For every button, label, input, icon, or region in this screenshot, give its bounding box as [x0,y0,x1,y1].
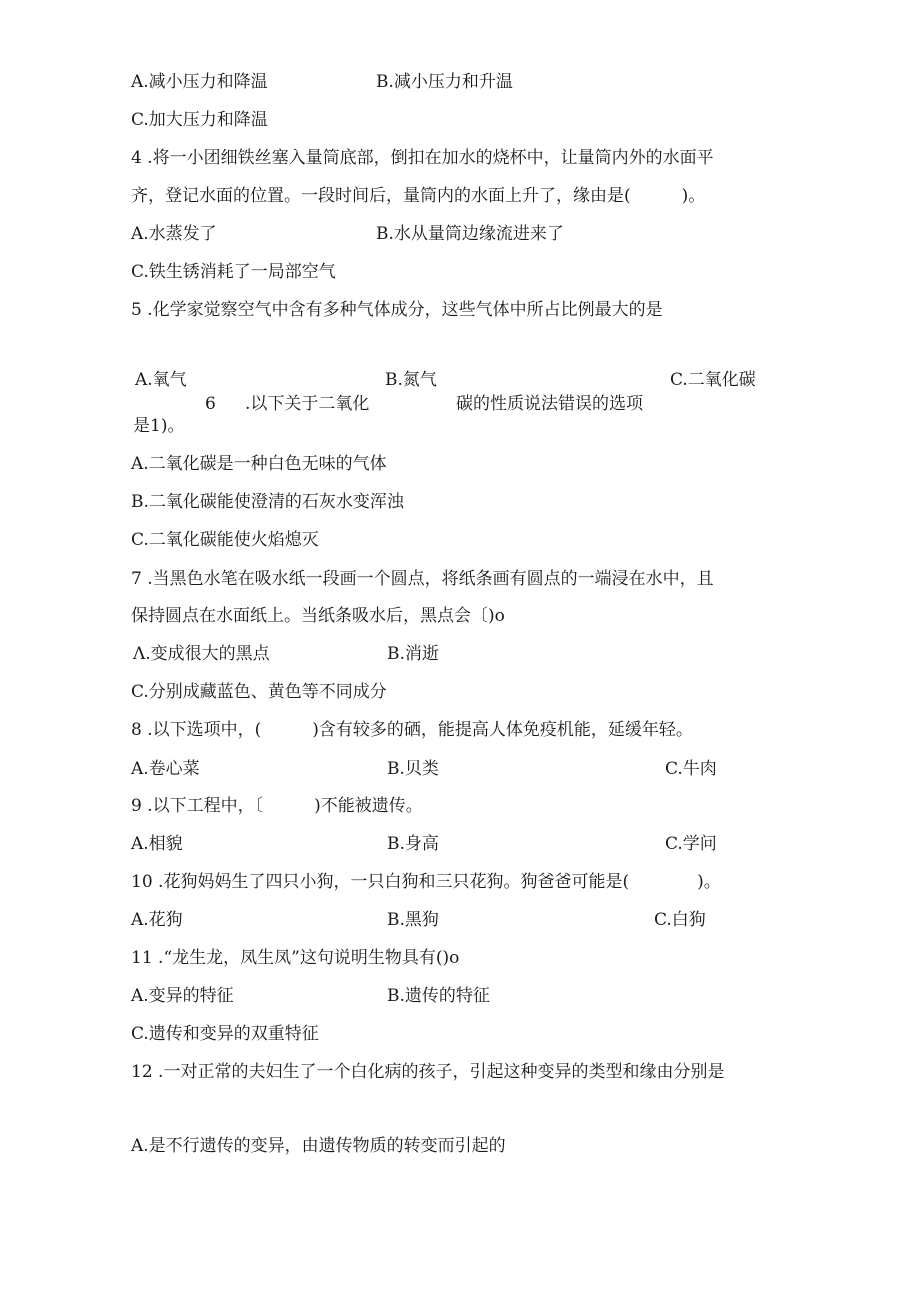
q11-option-c: C.遗传和变异的双重特征 [131,1024,319,1044]
q3-option-a: A.减小压力和降温 [131,72,268,92]
q4-question-line1: 4 .将一小团细铁丝塞入量筒底部，倒扣在加水的烧杯中，让量筒内外的水面平 [131,148,714,168]
q10-option-b: B.黑狗 [387,910,439,930]
q10-option-a: A.花狗 [131,910,183,930]
q5-question: 5 .化学家觉察空气中含有多种气体成分，这些气体中所占比例最大的是 [131,300,663,320]
q8-option-b: B.贝类 [387,759,439,779]
q9-option-c: C.学问 [665,834,717,854]
q3-option-c: C.加大压力和降温 [131,110,268,130]
q3-option-b: B.减小压力和升温 [376,72,513,92]
q12-question: 12 .一对正常的夫妇生了一个白化病的孩子，引起这种变异的类型和缘由分别是 [131,1062,725,1082]
q12-option-a: A.是不行遗传的变异，由遗传物质的转变而引起的 [131,1136,506,1156]
q10-option-c: C.白狗 [654,910,706,930]
q10-question: 10 .花狗妈妈生了四只小狗，一只白狗和三只花狗。狗爸爸可能是( )。 [131,872,721,892]
q9-question: 9 .以下工程中，〔 )不能被遗传。 [131,796,423,816]
q6-option-c: C.二氧化碳能使火焰熄灭 [131,530,319,550]
q7-option-c: C.分别成藏蓝色、黄色等不同成分 [131,682,387,702]
q11-option-b: B.遗传的特征 [387,986,490,1006]
q9-option-b: B.身高 [387,834,439,854]
q6-option-a: A.二氧化碳是一种白色无味的气体 [131,454,387,474]
q8-option-a: A.卷心菜 [131,759,200,779]
q6-option-b: B.二氧化碳能使澄清的石灰水变浑浊 [131,492,404,512]
q4-question-line2: 齐，登记水面的位置。一段时间后，量筒内的水面上升了，缘由是( )。 [131,186,706,206]
q5-option-a: A.氧气 [135,370,187,390]
q6-question-part1: .以下关于二氧化 [245,394,370,414]
q8-option-c: C.牛肉 [665,759,717,779]
q6-number: 6 [205,394,216,414]
q7-question-line1: 7 .当黑色水笔在吸水纸一段画一个圆点，将纸条画有圆点的一端浸在水中，且 [131,569,714,589]
q11-option-a: A.变异的特征 [131,986,234,1006]
q6-question-part2: 碳的性质说法错误的选项 [456,394,643,414]
q7-option-a: Λ.变成很大的黑点 [133,644,270,664]
q4-option-b: B.水从量筒边缘流进来了 [376,224,564,244]
q6-question-line2: 是1)。 [133,416,185,436]
q4-option-a: A.水蒸发了 [131,224,217,244]
q4-option-c: C.铁生锈消耗了一局部空气 [131,262,336,282]
q7-question-line2: 保持圆点在水面纸上。当纸条吸水后，黑点会〔)o [131,606,505,626]
q9-option-a: A.相貌 [131,834,183,854]
q5-option-c: C.二氧化碳 [670,370,756,390]
q11-question: 11 .“龙生龙，凤生凤”这句说明生物具有()o [131,948,460,968]
q5-option-b: B.氮气 [385,370,437,390]
q8-question: 8 .以下选项中，( )含有较多的硒，能提高人体免疫机能，延缓年轻。 [131,720,693,740]
q7-option-b: B.消逝 [387,644,439,664]
